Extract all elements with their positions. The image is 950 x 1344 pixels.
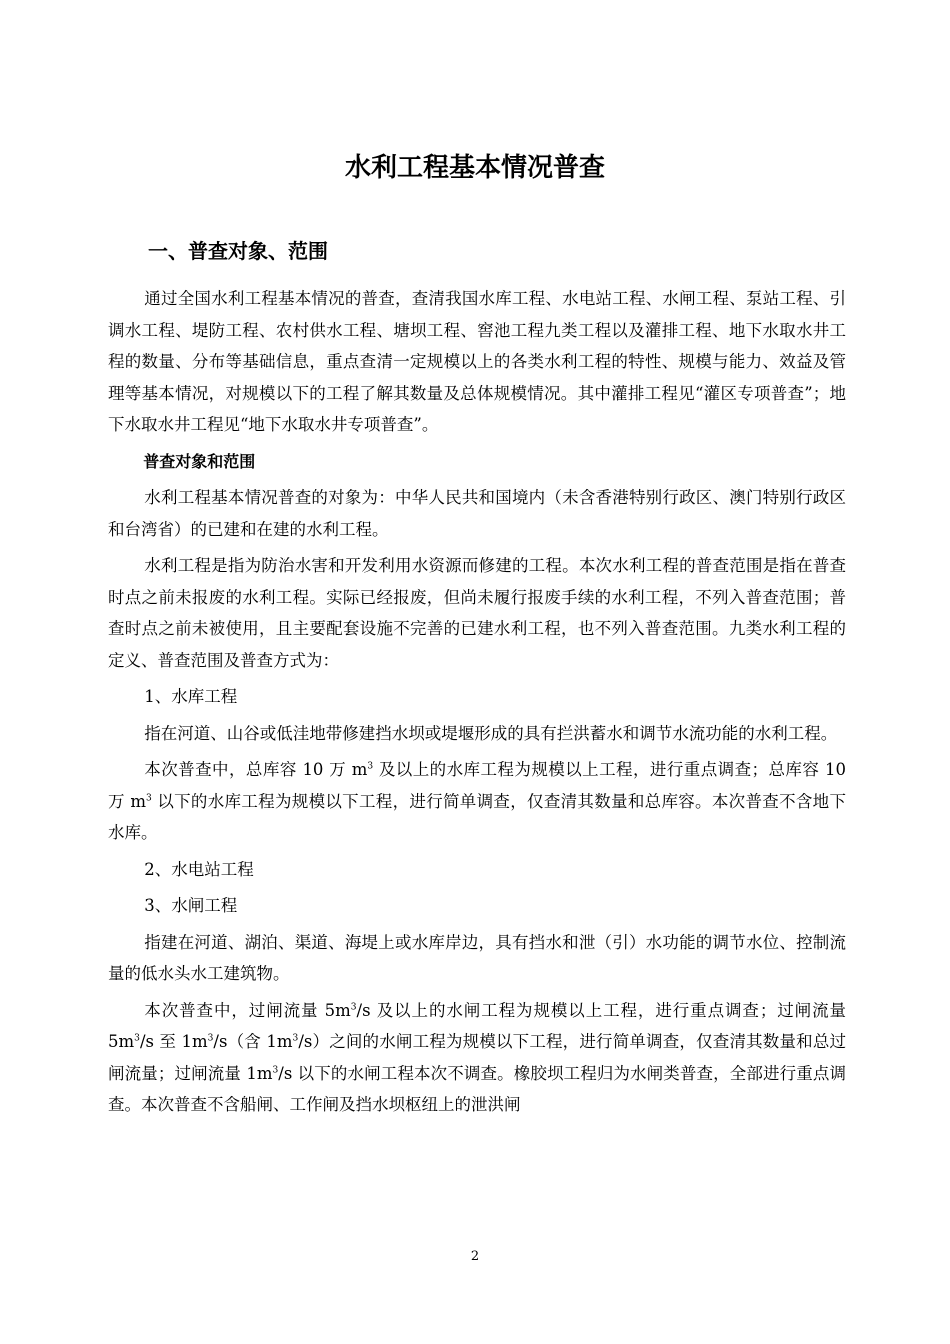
item1-heading: 1、水库工程 [144, 687, 238, 706]
item3-scope-text-5: /s）之间的水闸工程为规模以下工程，进行简单调查，仅查清其数量和总过闸流量；过闸流量 1m [108, 1032, 846, 1083]
item3-scope-sup-4: 3 [292, 1033, 299, 1044]
item3-scope-text-3: /s 至 1m [139, 1032, 208, 1051]
item3-heading: 3、水闸工程 [144, 896, 238, 915]
item3-scope-sup-5: 3 [272, 1065, 279, 1076]
item3-scope-sup-2: 3 [134, 1033, 140, 1044]
section-heading: 一、普查对象、范围 [148, 239, 328, 263]
page-number: 2 [470, 1249, 480, 1264]
intro-paragraph: 通过全国水利工程基本情况的普查，查清我国水库工程、水电站工程、水闸工程、泵站工程、引调水工程、堤防工程、农村供水工程、塘坝工程、窖池工程九类工程以及灌排工程、地下水取水井工程的数量、分布等基础信息，重点查清一定规模以上的各类水利工程的特性、规模与能力、效益及管理等基本情况，对规模以下的工程了解其数量及总体规模情况。其中灌排工程见“灌区专项普查”；地下水取水井工程见“地下水取水井专项普查”。 [108, 289, 846, 434]
item1-scope-sup-1: 3 [367, 761, 374, 772]
item3-definition: 指建在河道、湖泊、渠道、海堤上或水库岸边，具有挡水和泄（引）水功能的调节水位、控制流量的低水头水工建筑物。 [108, 932, 846, 983]
item1-scope-text-3: 以下的水库工程为规模以下工程，进行简单调查，仅查清其数量和总库容。本次普查不含地下水库。 [108, 791, 846, 842]
item3-scope-paragraph [108, 995, 846, 1121]
item1-scope-sup-2: 3 [146, 793, 152, 804]
item1-definition: 指在河道、山谷或低洼地带修建挡水坝或堤堰形成的具有拦洪蓄水和调节水流功能的水利工程。 [144, 723, 838, 743]
item3-scope-text-4: /s（含 1m [213, 1032, 293, 1051]
item3-scope-sup-1: 3 [350, 1002, 357, 1013]
object-paragraph: 水利工程基本情况普查的对象为：中华人民共和国境内（未含香港特别行政区、澳门特别行政区和台湾省）的已建和在建的水利工程。 [108, 488, 846, 539]
item1-scope-text-1: 本次普查中，总库容 10 万 m [144, 760, 368, 779]
document-body [108, 283, 846, 1126]
item2-heading: 2、水电站工程 [144, 859, 254, 879]
subheading: 普查对象和范围 [143, 451, 256, 471]
scope-paragraph: 水利工程是指为防治水害和开发利用水资源而修建的工程。本次水利工程的普查范围是指在普查时点之前未报废的水利工程。实际已经报废，但尚未履行报废手续的水利工程，不列入普查范围；普查时点之前未被使用，且主要配套设施不完善的已建水利工程，也不列入普查范围。九类水利工程的定义、普查范围及普查方式为： [108, 556, 846, 670]
item1-scope-text-2: 及以上的水库工程为规模以上工程，进行重点调查；总库容 10 万 m [108, 760, 846, 811]
item3-scope-sup-3: 3 [207, 1033, 214, 1044]
item1-scope-paragraph [108, 754, 846, 849]
document-title: 水利工程基本情况普查 [344, 153, 605, 183]
item3-scope-text-2: /s 及以上的水闸工程为规模以上工程，进行重点调查；过闸流量 5m [108, 1000, 846, 1051]
item3-scope-text-6: /s 以下的水闸工程本次不调查。橡胶坝工程归为水闸类普查，全部进行重点调查。本次普查不含船闸、工作闸及挡水坝枢纽上的泄洪闸 [108, 1063, 847, 1114]
item3-scope-text-1: 本次普查中，过闸流量 5m [144, 1000, 351, 1020]
